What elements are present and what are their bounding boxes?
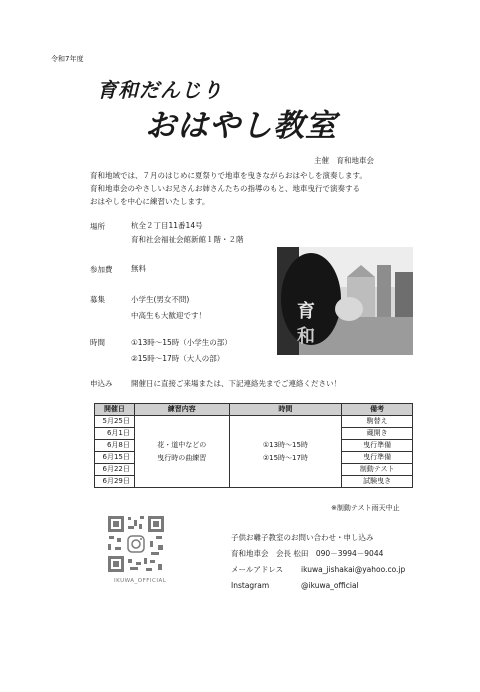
email-value[interactable]: ikuwa_jishakai@yahoo.co.jp — [301, 565, 406, 574]
recruit-label: 募集 — [90, 295, 105, 304]
note-cell: 曳行準備 — [342, 452, 413, 464]
contact-heading: 子供お囃子教室のお問い合わせ・申し込み — [231, 533, 374, 542]
note-cell: 蔵開き — [342, 428, 413, 440]
svg-text:育: 育 — [297, 301, 315, 322]
time-label: 時間 — [90, 338, 105, 347]
table-row — [95, 416, 413, 428]
time-slot: ①13時～15時 — [262, 440, 308, 449]
title-line2: おはやし教室 — [145, 108, 337, 144]
place-building: 育和社会福祉会館新館１階・２階 — [131, 235, 244, 244]
intro-line: 育和地車会のやさしいお兄さんお姉さんたちの指導のもと、地車曳行で演奏する — [90, 184, 360, 193]
instagram-handle[interactable]: @ikuwa_official — [301, 581, 359, 590]
apply-row — [90, 378, 341, 389]
time-value — [131, 335, 232, 367]
place-value — [131, 219, 244, 247]
note-cell: 試験曳き — [342, 476, 413, 488]
contact-instagram-row — [231, 578, 405, 594]
place-label: 場所 — [90, 222, 105, 231]
fiscal-year: 令和7年度 — [51, 55, 84, 63]
title-line1: 育和だんじり — [97, 78, 223, 102]
content-line: 花・道中などの — [157, 440, 207, 449]
date-cell: 6月1日 — [95, 428, 135, 440]
date-cell: 6月29日 — [95, 476, 135, 488]
table-header-row — [95, 404, 413, 416]
time-line: ②15時～17時（大人の部） — [131, 354, 225, 363]
date-cell: 5月25日 — [95, 416, 135, 428]
place-address: 杭全２丁目11番14号 — [131, 221, 203, 230]
fee-value: 無料 — [131, 264, 146, 273]
header-date: 開催日 — [95, 404, 135, 416]
contact-email-row — [231, 562, 405, 578]
header-content: 練習内容 — [134, 404, 229, 416]
email-label: メールアドレス — [231, 565, 284, 574]
contact-org: 育和地車会 会長 松田 090－3994－9044 — [231, 549, 384, 558]
recruit-value — [131, 292, 206, 324]
recruit-line: 中高生も大歓迎です！ — [131, 311, 206, 320]
content-cell — [134, 416, 229, 488]
table-footnote: ※制動テスト雨天中止 — [331, 504, 400, 512]
qr-caption: IKUWA_OFFICIAL — [114, 578, 167, 584]
svg-text:和: 和 — [297, 326, 315, 347]
contact-block — [231, 530, 405, 594]
content-line: 曳行時の曲練習 — [157, 453, 207, 462]
note-cell: 駒替え — [342, 416, 413, 428]
qr-code-icon — [106, 514, 166, 574]
intro-line: おはやしを中心に練習いたします。 — [90, 197, 210, 206]
instagram-label: Instagram — [231, 581, 270, 590]
apply-text: 開催日に直接ご来場または、下記連絡先までご連絡ください！ — [131, 379, 341, 388]
note-cell: 制動テスト — [342, 464, 413, 476]
date-cell: 6月15日 — [95, 452, 135, 464]
apply-label: 申込み — [90, 379, 113, 388]
festival-photo — [277, 247, 413, 355]
header-notes: 備考 — [342, 404, 413, 416]
date-cell: 6月22日 — [95, 464, 135, 476]
fee-label: 参加費 — [90, 265, 113, 274]
time-slot: ②15時～17時 — [262, 453, 308, 462]
date-cell: 6月8日 — [95, 440, 135, 452]
time-cell — [229, 416, 342, 488]
intro-line: 育和地域では、７月のはじめに夏祭りで地車を曳きながらおはやしを演奏します。 — [90, 171, 367, 180]
header-time: 時間 — [229, 404, 342, 416]
schedule-table — [94, 403, 413, 488]
note-cell: 曳行準備 — [342, 440, 413, 452]
intro-text — [90, 169, 430, 208]
organizer: 主催 育和地車会 — [314, 156, 374, 165]
time-line: ①13時～15時（小学生の部） — [131, 338, 232, 347]
recruit-line: 小学生(男女不問) — [131, 295, 190, 304]
